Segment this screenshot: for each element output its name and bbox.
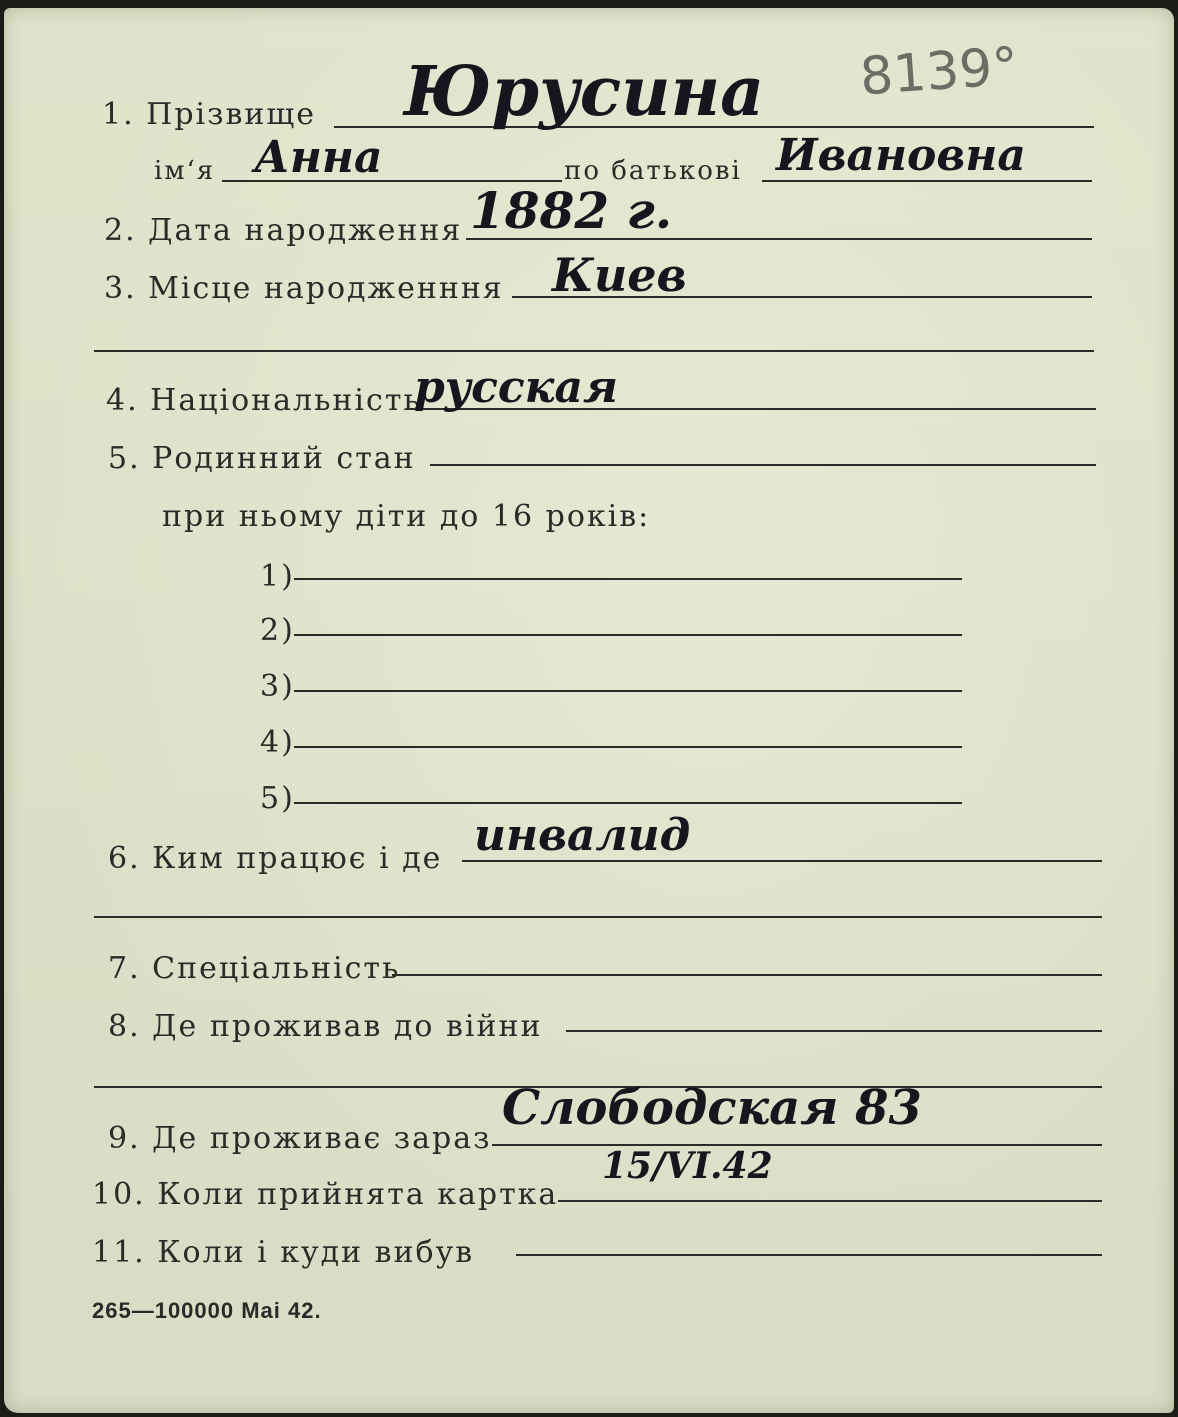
print-code: 265—100000 Mai 42. [92, 1298, 322, 1323]
card-accepted-line [558, 1200, 1102, 1202]
prewar-residence-label: 8. Де проживав до війни [108, 1009, 543, 1044]
birth-place-line-2 [94, 350, 1094, 352]
work-value: инвалид [474, 810, 691, 861]
specialty-line [392, 974, 1102, 976]
child-4-label: 4) [260, 725, 295, 760]
child-5-line [294, 802, 962, 804]
work-line-2 [94, 916, 1102, 918]
work-label: 6. Ким працює і де [108, 841, 443, 876]
birth-place-value: Киев [552, 248, 687, 302]
nationality-label: 4. Національність [106, 383, 422, 418]
specialty-label: 7. Спеціальність [108, 951, 401, 986]
patronymic-label: по батькові [564, 156, 742, 186]
marital-status-label: 5. Родинний стан [108, 441, 416, 476]
birth-date-value: 1882 г. [470, 181, 673, 240]
birth-date-label: 2. Дата народження [104, 213, 463, 248]
archive-number: 8139° [858, 36, 1021, 108]
first-name-value: Анна [254, 132, 383, 183]
birth-place-label: 3. Місце народженння [104, 271, 504, 306]
child-4-line [294, 746, 962, 748]
surname-value: Юрусина [404, 52, 765, 132]
departure-label: 11. Коли і куди вибув [92, 1235, 475, 1270]
surname-label: 1. Прізвище [102, 97, 317, 132]
current-residence-label: 9. Де проживає зараз [108, 1121, 492, 1156]
card-accepted-value: 15/VI.42 [602, 1145, 773, 1187]
child-3-line [294, 690, 962, 692]
registration-card [4, 8, 1174, 1413]
current-residence-value: Слободская 83 [502, 1080, 922, 1136]
child-2-line [294, 634, 962, 636]
child-3-label: 3) [260, 669, 295, 704]
child-5-label: 5) [260, 781, 295, 816]
first-name-label: ім‘я [154, 156, 216, 186]
marital-status-line [430, 464, 1096, 466]
children-label: при ньому діти до 16 років: [162, 499, 651, 534]
child-2-label: 2) [260, 613, 295, 648]
nationality-value: русская [414, 362, 618, 413]
patronymic-value: Ивановна [776, 130, 1026, 181]
current-residence-line [492, 1144, 1102, 1146]
departure-line [516, 1254, 1102, 1256]
child-1-label: 1) [260, 559, 295, 594]
prewar-residence-line [566, 1030, 1102, 1032]
child-1-line [294, 578, 962, 580]
card-accepted-label: 10. Коли прийнята картка [92, 1177, 559, 1212]
